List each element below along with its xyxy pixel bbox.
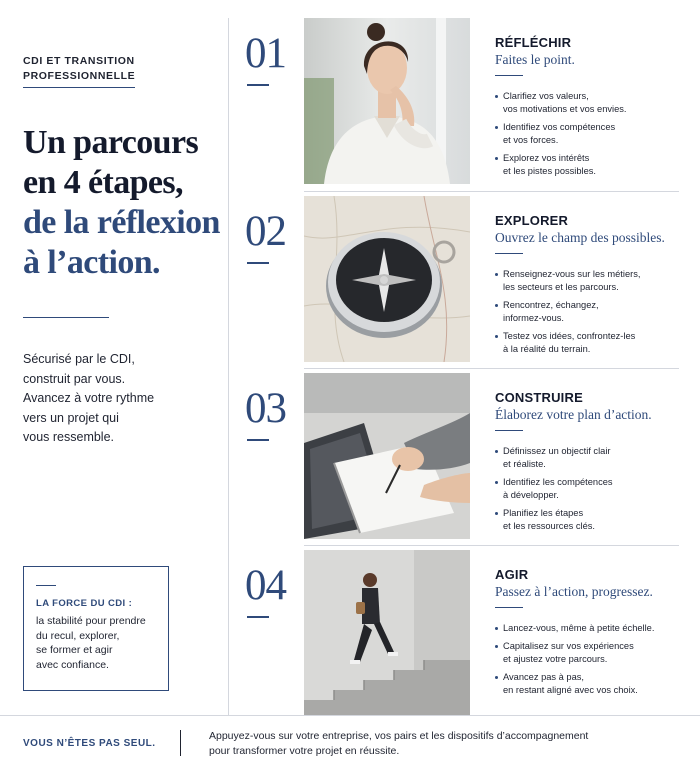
list-item: Identifiez vos compétences et vos forces. (495, 121, 627, 147)
step-title: AGIR (495, 567, 529, 582)
list-item: Lancez-vous, même à petite échelle. (495, 622, 654, 635)
step-number: 01 (245, 30, 286, 77)
subtitle-underline (495, 607, 523, 608)
step-number: 04 (245, 562, 286, 609)
woman-climbing-stairs-photo (304, 550, 470, 716)
footer-text: Appuyez-vous sur votre entreprise, vos pairs et les dispositifs d’accompagnement pour transformer votre projet en réussite. (209, 730, 589, 757)
kicker-underline (23, 87, 135, 88)
footer (0, 715, 700, 768)
list-item: Définissez un objectif clair et réaliste. (495, 445, 613, 471)
step-title: RÉFLÉCHIR (495, 35, 572, 50)
compass-on-map-photo (304, 196, 470, 362)
step-separator (304, 191, 679, 192)
subtitle-underline (495, 430, 523, 431)
title-separator (23, 317, 109, 318)
subtitle-underline (495, 75, 523, 76)
step-number-underline (247, 84, 269, 86)
step-2 (229, 196, 700, 372)
step-bullets (495, 445, 613, 538)
step-number-underline (247, 262, 269, 264)
step-separator (304, 545, 679, 546)
kicker: CDI ET TRANSITION PROFESSIONNELLE (23, 55, 136, 82)
step-subtitle: Passez à l’action, progressez. (495, 584, 653, 599)
step-subtitle: Élaborez votre plan d’action. (495, 407, 652, 422)
box-accent-line (36, 585, 56, 586)
force-box-title: LA FORCE DU CDI : (36, 598, 133, 609)
writing-in-notebook-photo (304, 373, 470, 539)
step-bullets (495, 622, 654, 702)
step-subtitle: Faites le point. (495, 52, 575, 67)
tagline: Sécurisé par le CDI, construit par vous. Avancez à votre rythme vers un projet qui vous ressemble. (23, 352, 155, 444)
step-title: EXPLORER (495, 213, 569, 228)
force-box-text: la stabilité pour prendre du recul, explorer, se former et agir avec confiance. (36, 615, 146, 671)
list-item: Identifiez les compétences à développer. (495, 476, 613, 502)
list-item: Clarifiez vos valeurs, vos motivations et vos envies. (495, 90, 627, 116)
list-item: Rencontrez, échangez, informez-vous. (495, 299, 640, 325)
list-item: Explorez vos intérêts et les pistes possibles. (495, 152, 627, 178)
list-item: Capitalisez sur vos expériences et ajustez votre parcours. (495, 640, 654, 666)
force-du-cdi-box (23, 566, 169, 691)
step-number-underline (247, 439, 269, 441)
step-number: 02 (245, 208, 286, 255)
step-bullets (495, 90, 627, 183)
footer-divider (180, 730, 181, 756)
step-title: CONSTRUIRE (495, 390, 583, 405)
step-number: 03 (245, 385, 286, 432)
step-separator (304, 368, 679, 369)
page-title: Un parcours en 4 étapes, de la réflexion à l’action. (23, 124, 220, 281)
step-4 (229, 550, 700, 726)
footer-slogan: VOUS N’ÊTES PAS SEUL. (23, 738, 156, 749)
step-subtitle: Ouvrez le champ des possibles. (495, 230, 665, 245)
step-bullets (495, 268, 640, 361)
list-item: Avancez pas à pas, en restant aligné avec vos choix. (495, 671, 654, 697)
list-item: Renseignez-vous sur les métiers, les secteurs et les parcours. (495, 268, 640, 294)
list-item: Testez vos idées, confrontez-les à la réalité du terrain. (495, 330, 640, 356)
left-column (0, 0, 228, 715)
woman-thinking-photo (304, 18, 470, 184)
step-3 (229, 373, 700, 549)
step-1 (229, 18, 700, 194)
step-number-underline (247, 616, 269, 618)
subtitle-underline (495, 253, 523, 254)
list-item: Planifiez les étapes et les ressources clés. (495, 507, 613, 533)
